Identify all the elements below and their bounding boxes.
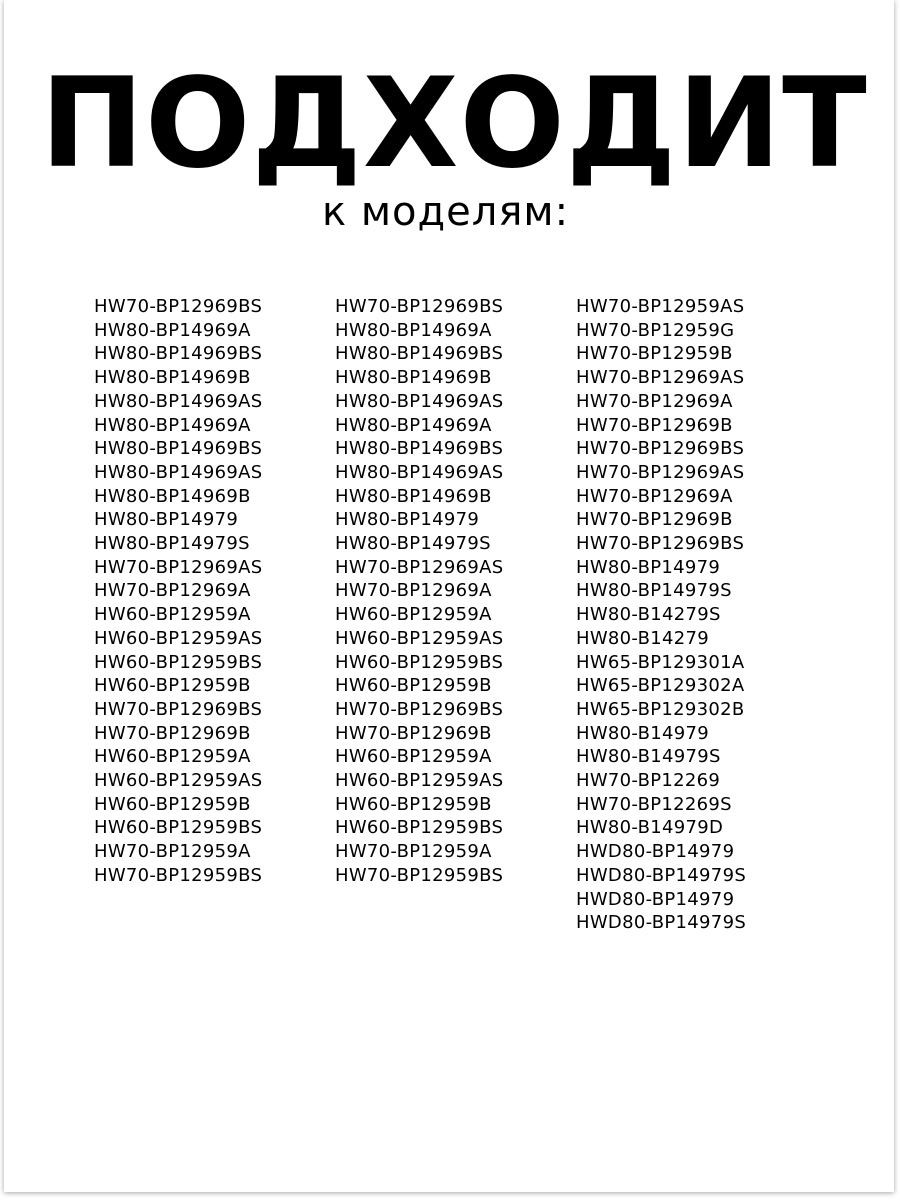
model-item: HW60-BP12959B	[335, 675, 492, 697]
model-item: HW70-BP12969BS	[94, 296, 263, 317]
model-item: HWD80-BP14979	[576, 841, 735, 863]
model-item: HW70-BP12969BS	[94, 698, 263, 720]
model-item: HWD80-BP14979S	[576, 864, 747, 886]
model-item: HW70-BP12269	[576, 770, 721, 792]
model-item: HW80-BP14969AS	[335, 461, 504, 483]
model-item: HW80-BP14979S	[94, 533, 250, 555]
model-item: HW60-BP12959B	[94, 793, 251, 815]
model-item: HW80-B14979D	[576, 817, 724, 839]
model-item: HW60-BP12959A	[94, 746, 251, 768]
model-item: HW70-BP12969BS	[576, 438, 745, 460]
model-item: HW70-BP12969AS	[576, 367, 745, 389]
model-item: HW70-BP12969AS	[94, 556, 263, 578]
model-item: HW70-BP12269S	[576, 793, 732, 815]
model-item: HW60-BP12959A	[94, 604, 251, 626]
model-item: HW70-BP12959G	[576, 319, 735, 341]
model-item: HW60-BP12959B	[94, 675, 251, 697]
model-item: HW70-BP12969AS	[576, 461, 745, 483]
model-item: HW80-BP14969A	[335, 414, 492, 436]
model-item: HW70-BP12969BS	[335, 698, 504, 720]
model-item: HW80-B14979S	[576, 746, 721, 768]
model-column-1	[94, 295, 263, 888]
page-subtitle: к моделям:	[322, 189, 570, 235]
model-list	[4, 295, 900, 955]
model-item: HW60-BP12959AS	[335, 770, 504, 792]
model-item: HW60-BP12959A	[335, 604, 492, 626]
model-item: HW70-BP12969BS	[576, 533, 745, 555]
model-item: HW60-BP12959B	[335, 793, 492, 815]
model-item: HW80-BP14969BS	[335, 438, 504, 460]
model-item: HW80-BP14969B	[94, 367, 251, 389]
model-item: HW65-BP129302A	[576, 675, 745, 697]
model-item: HW70-BP12959B	[576, 343, 733, 365]
model-item: HW80-BP14979S	[335, 533, 491, 555]
model-item: HW70-BP12969A	[576, 485, 733, 507]
model-item: HW70-BP12959BS	[335, 864, 504, 886]
page-title: ПОДХОДИТ	[40, 52, 868, 196]
model-item: HW80-BP14969B	[335, 367, 492, 389]
model-item: HW60-BP12959BS	[335, 651, 504, 673]
model-item: HW60-BP12959AS	[335, 627, 504, 649]
model-item: HW70-BP12969BS	[335, 296, 504, 317]
model-item: HW70-BP12959A	[335, 841, 492, 863]
model-item: HW70-BP12969B	[576, 509, 733, 531]
model-item: HW80-BP14979	[335, 509, 480, 531]
model-item: HW80-BP14969AS	[94, 390, 263, 412]
model-item: HW80-BP14969A	[335, 319, 492, 341]
model-item: HW80-BP14969AS	[335, 390, 504, 412]
model-item: HW80-BP14969A	[94, 414, 251, 436]
model-item: HW65-BP129302B	[576, 698, 745, 720]
model-item: HW80-BP14969BS	[94, 438, 263, 460]
model-item: HW80-BP14979	[576, 556, 721, 578]
model-item: HW80-BP14969AS	[94, 461, 263, 483]
model-item: HW70-BP12959A	[94, 841, 251, 863]
model-item: HW80-BP14979	[94, 509, 239, 531]
model-item: HW70-BP12969B	[335, 722, 492, 744]
model-item: HW80-BP14969B	[94, 485, 251, 507]
model-item: HW60-BP12959A	[335, 746, 492, 768]
model-item: HW60-BP12959AS	[94, 627, 263, 649]
model-item: HW60-BP12959AS	[94, 770, 263, 792]
document-sheet	[4, 0, 894, 1192]
model-item: HWD80-BP14979	[576, 888, 735, 910]
model-item: HW60-BP12959BS	[94, 817, 263, 839]
model-item: HW70-BP12959BS	[94, 864, 263, 886]
model-item: HW60-BP12959BS	[94, 651, 263, 673]
model-column-2	[335, 295, 504, 888]
model-item: HW70-BP12969B	[94, 722, 251, 744]
model-item: HW65-BP129301A	[576, 651, 745, 673]
model-item: HW70-BP12969A	[94, 580, 251, 602]
model-item: HW80-B14279	[576, 627, 710, 649]
model-item: HW80-BP14969BS	[335, 343, 504, 365]
model-item: HW70-BP12959AS	[576, 296, 745, 317]
model-column-3	[576, 295, 746, 935]
model-item: HW80-BP14979S	[576, 580, 732, 602]
model-item: HW60-BP12959BS	[335, 817, 504, 839]
model-item: HW70-BP12969A	[335, 580, 492, 602]
model-item: HW80-BP14969BS	[94, 343, 263, 365]
model-item: HW80-B14979	[576, 722, 710, 744]
model-item: HW80-BP14969A	[94, 319, 251, 341]
model-item: HW70-BP12969A	[576, 390, 733, 412]
model-item: HW80-B14279S	[576, 604, 721, 626]
model-item: HWD80-BP14979S	[576, 912, 747, 934]
model-item: HW70-BP12969AS	[335, 556, 504, 578]
model-item: HW80-BP14969B	[335, 485, 492, 507]
model-item: HW70-BP12969B	[576, 414, 733, 436]
